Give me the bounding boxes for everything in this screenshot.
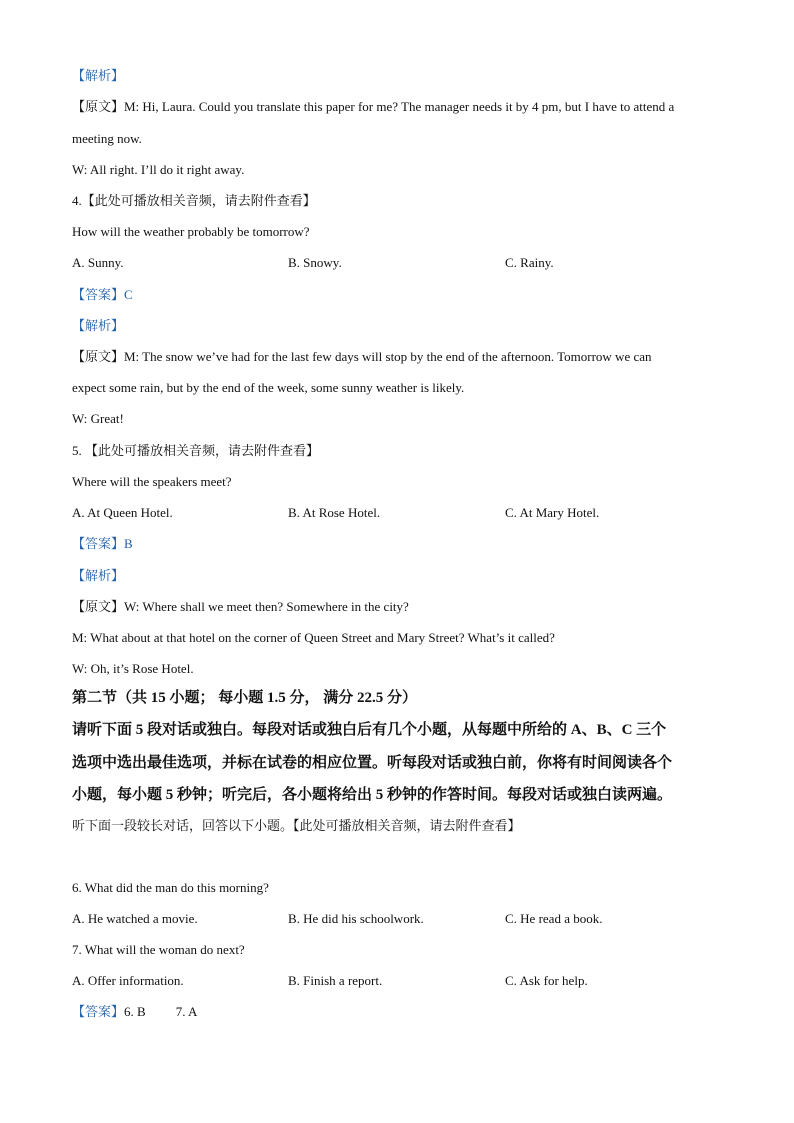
option-c: C. At Mary Hotel.: [505, 505, 600, 520]
answer-7: 7. A: [175, 1004, 198, 1019]
transcript-line: 【原文】M: Hi, Laura. Could you translate this paper for me? The manager needs it by 4 pm, but I have to attend a: [72, 99, 675, 114]
answer-6-7: [72, 1004, 197, 1020]
option-c: C. Rainy.: [505, 255, 554, 270]
option-a: A. At Queen Hotel.: [72, 505, 173, 520]
transcript-line: 【原文】M: The snow we’ve had for the last few days will stop by the end of the afternoon. Tomorrow we can: [72, 349, 652, 364]
option-a: A. Offer information.: [72, 973, 184, 988]
question-4-options: [72, 255, 732, 271]
transcript-line: meeting now.: [72, 131, 142, 146]
section-2-instructions: 选项中选出最佳选项，并标在试卷的相应位置。听每段对话或独白前，你将有时间阅读各个: [72, 755, 673, 771]
question-6-text: 6. What did the man do this morning?: [72, 880, 269, 895]
section-2-instructions: 请听下面 5 段对话或独白。每段对话或独白后有几个小题，从每题中所给的 A、B、C 三个: [72, 722, 667, 738]
option-b: B. At Rose Hotel.: [288, 505, 381, 520]
answer-label: 【答案】: [72, 1004, 125, 1019]
jiexi-label: 【解析】: [72, 68, 125, 83]
question-5-text: Where will the speakers meet?: [72, 474, 232, 489]
jiexi-label: 【解析】: [72, 568, 125, 583]
section-2-title: 第二节（共 15 小题； 每小题 1.5 分， 满分 22.5 分）: [72, 690, 418, 706]
option-c: C. He read a book.: [505, 911, 603, 926]
option-b: B. Finish a report.: [288, 973, 383, 988]
question-4-audio: 4.【此处可播放相关音频，请去附件查看】: [72, 193, 316, 208]
answer-label: 【答案】C: [72, 287, 133, 302]
section-2-instructions: 小题，每小题 5 秒钟；听完后，各小题将给出 5 秒钟的作答时间。每段对话或独白读两遍。: [72, 787, 673, 803]
section-2-audio: 听下面一段较长对话，回答以下小题。【此处可播放相关音频，请去附件查看】: [72, 818, 521, 833]
answer-label: 【答案】B: [72, 536, 133, 551]
option-a: A. Sunny.: [72, 255, 124, 270]
question-7-options: [72, 973, 732, 989]
answer-6: 6. B: [124, 1004, 146, 1019]
jiexi-label: 【解析】: [72, 318, 125, 333]
option-c: C. Ask for help.: [505, 973, 588, 988]
transcript-line: W: Oh, it’s Rose Hotel.: [72, 661, 194, 676]
transcript-line: W: Great!: [72, 411, 124, 426]
transcript-line: W: All right. I’ll do it right away.: [72, 162, 245, 177]
question-7-text: 7. What will the woman do next?: [72, 942, 245, 957]
option-a: A. He watched a movie.: [72, 911, 198, 926]
transcript-line: M: What about at that hotel on the corner of Queen Street and Mary Street? What’s it called?: [72, 630, 555, 645]
transcript-line: expect some rain, but by the end of the week, some sunny weather is likely.: [72, 380, 465, 395]
option-b: B. He did his schoolwork.: [288, 911, 424, 926]
question-4-text: How will the weather probably be tomorrow?: [72, 224, 310, 239]
option-b: B. Snowy.: [288, 255, 342, 270]
question-5-audio: 5. 【此处可播放相关音频，请去附件查看】: [72, 443, 320, 458]
question-6-options: [72, 911, 732, 927]
transcript-line: 【原文】W: Where shall we meet then? Somewhere in the city?: [72, 599, 409, 614]
question-5-options: [72, 505, 732, 521]
